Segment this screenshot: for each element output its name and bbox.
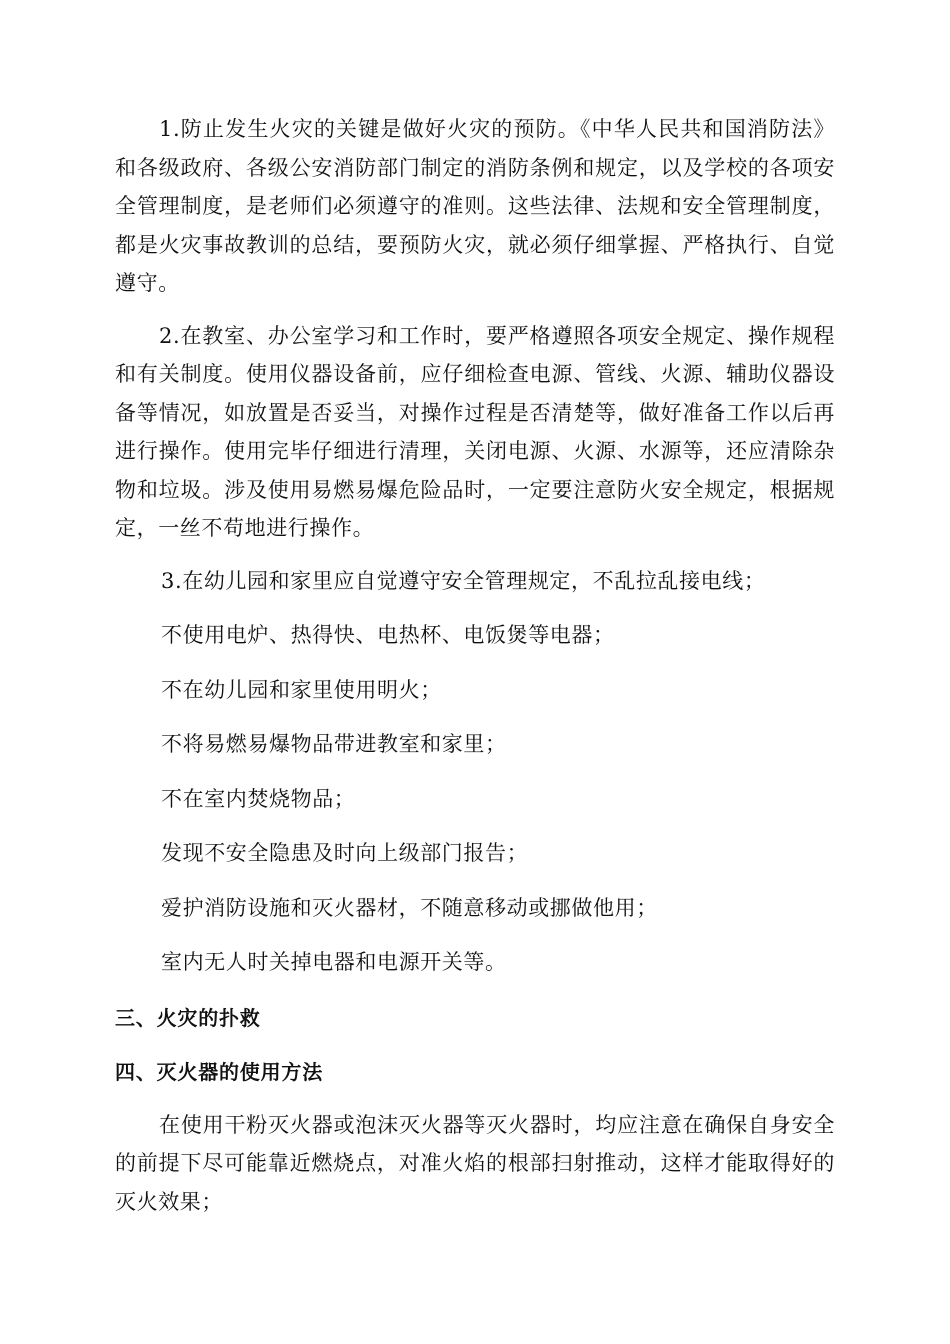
paragraph-work-safety: 2.在教室、办公室学习和工作时，要严格遵照各项安全规定、操作规程和有关制度。使用仪器设备前，应仔细检查电源、管线、火源、辅助仪器设备等情况，如放置是否妥当，对操作过程是否清楚等，做好准备工作以后再进行操作。使用完毕仔细进行清理，关闭电源、火源、水源等，还应清除杂物和垃圾。涉及使用易燃易爆危险品时，一定要注意防火安全规定，根据规定，一丝不苟地进行操作。 (115, 323, 835, 540)
document-body (115, 110, 835, 1235)
list-item: 不将易燃易爆物品带进教室和家里； (161, 732, 507, 756)
list-item: 不在室内焚烧物品； (161, 786, 356, 811)
list-item: 室内无人时关掉电器和电源开关等。 (161, 950, 507, 974)
list-item: 发现不安全隐患及时向上级部门报告； (161, 841, 529, 865)
list-item: 不使用电炉、热得快、电热杯、电饭煲等电器； (161, 623, 615, 647)
paragraph-fire-prevention: 1.防止发生火灾的关键是做好火灾的预防。《中华人民共和国消防法》和各级政府、各级公安消防部门制定的消防条例和规定，以及学校的各项安全管理制度，是老师们必须遵守的准则。这些法律、法规和安全管理制度，都是火灾事故教训的总结，要预防火灾，就必须仔细掌握、严格执行、自觉遵守。 (115, 117, 835, 295)
list-item: 3.在幼儿园和家里应自觉遵守安全管理规定，不乱拉乱接电线； (161, 568, 766, 593)
section-heading-fire-fighting: 三、火灾的扑救 (115, 1005, 261, 1030)
paragraph-extinguisher-usage: 在使用干粉灭火器或泡沫灭火器等灭火器时，均应注意在确保自身安全的前提下尽可能靠近燃烧点，对准火焰的根部扫射推动，这样才能取得好的灭火效果； (115, 1112, 835, 1214)
list-item: 不在幼儿园和家里使用明火； (161, 677, 442, 702)
section-heading-extinguisher-usage: 四、灭火器的使用方法 (115, 1059, 323, 1084)
list-item: 爱护消防设施和灭火器材，不随意移动或挪做他用； (161, 895, 658, 920)
